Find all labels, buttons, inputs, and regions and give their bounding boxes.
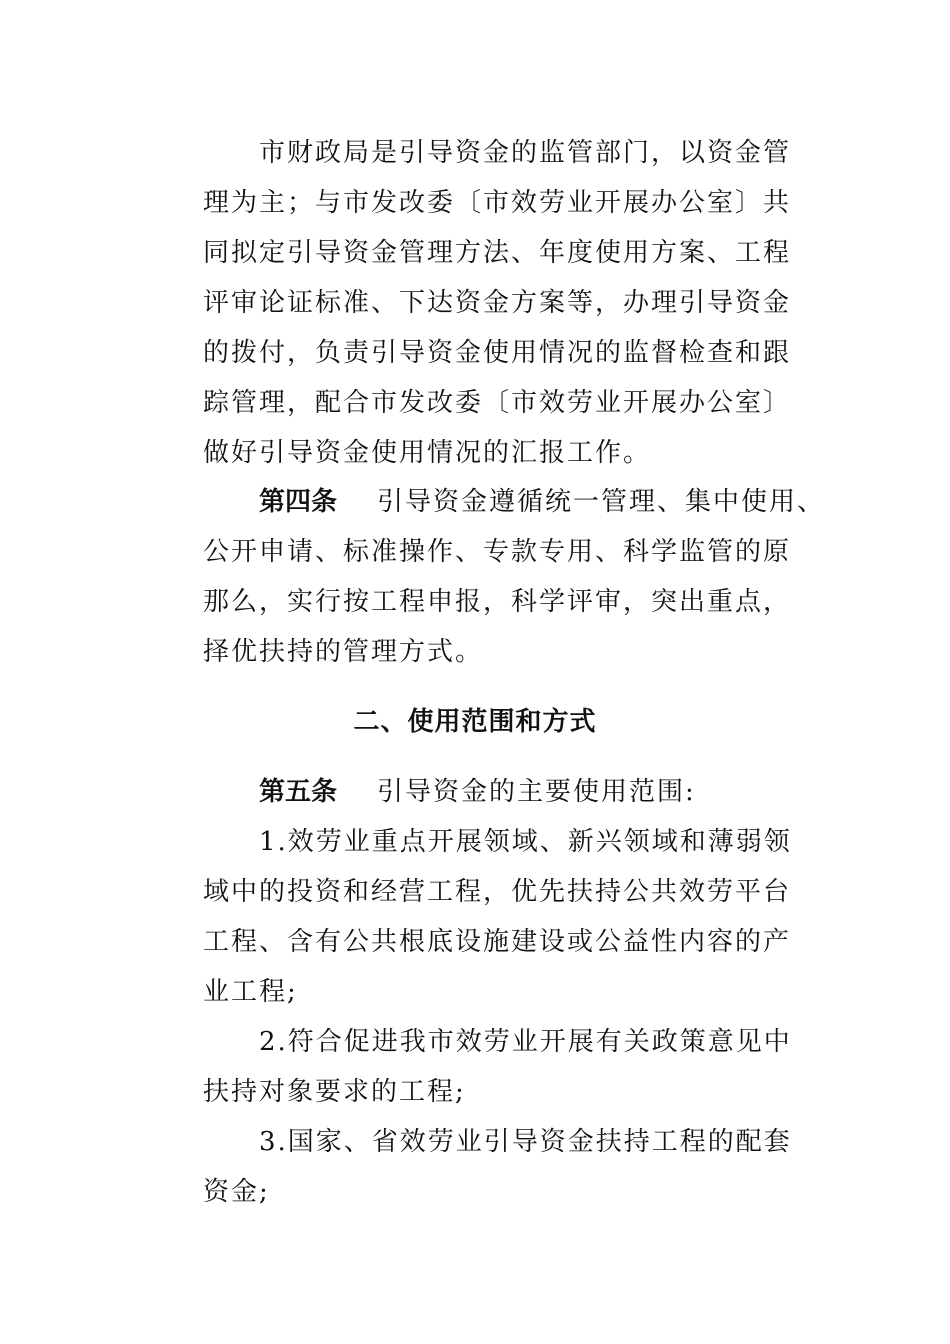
list-item-line: 资金;: [203, 1177, 270, 1207]
section-heading: 二、使用范围和方式: [353, 707, 597, 737]
paragraph-line: 做好引导资金使用情况的汇报工作。: [203, 438, 652, 468]
list-item-line: 扶持对象要求的工程;: [203, 1077, 466, 1107]
paragraph-line: 市财政局是引导资金的监管部门，以资金管: [259, 138, 792, 168]
article-label: 第四条: [259, 487, 338, 517]
paragraph-line: 同拟定引导资金管理方法、年度使用方案、工程: [203, 238, 792, 268]
list-item-line: 1.效劳业重点开展领域、新兴领域和薄弱领: [259, 827, 792, 857]
article-label: 第五条: [259, 777, 338, 807]
paragraph-line: 公开申请、标准操作、专款专用、科学监管的原: [203, 537, 792, 567]
paragraph-line: 引导资金的主要使用范围:: [377, 777, 696, 807]
paragraph-line: 踪管理，配合市发改委〔市效劳业开展办公室〕: [203, 388, 792, 418]
list-item-line: 3.国家、省效劳业引导资金扶持工程的配套: [259, 1127, 792, 1157]
list-item-line: 业工程;: [203, 977, 298, 1007]
paragraph-line: 的拨付，负责引导资金使用情况的监督检查和跟: [203, 338, 792, 368]
list-item-line: 工程、含有公共根底设施建设或公益性内容的产: [203, 927, 792, 957]
paragraph-line: 择优扶持的管理方式。: [203, 637, 484, 667]
paragraph-line: 那么，实行按工程申报，科学评审，突出重点，: [203, 587, 792, 617]
paragraph-line: 理为主；与市发改委〔市效劳业开展办公室〕共: [203, 188, 792, 218]
paragraph-line: 评审论证标准、下达资金方案等，办理引导资金: [203, 288, 792, 318]
list-item-line: 域中的投资和经营工程，优先扶持公共效劳平台: [203, 877, 792, 907]
paragraph-line: 引导资金遵循统一管理、集中使用、: [377, 487, 826, 517]
list-item-line: 2.符合促进我市效劳业开展有关政策意见中: [259, 1027, 792, 1057]
